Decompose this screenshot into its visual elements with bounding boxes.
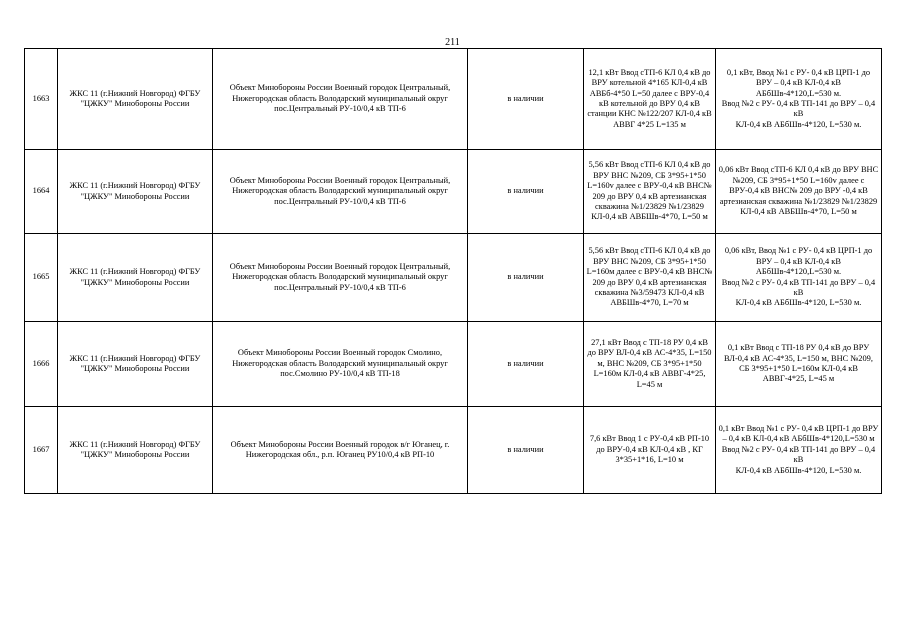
row-number: 1666 bbox=[25, 322, 58, 407]
status-cell: в наличии bbox=[468, 49, 584, 150]
object-cell: Объект Минобороны России Военный городок Центральный, Нижегородская область Володарский муниципальный округ пос.Центральный РУ-10/0,4 кВ ТП-6 bbox=[213, 234, 468, 322]
object-cell: Объект Минобороны России Военный городок Смолино, Нижегородская область Володарский муниципальный округ пос.Смолино РУ-10/0,4 кВ ТП-18 bbox=[213, 322, 468, 407]
row-number: 1664 bbox=[25, 150, 58, 234]
power-input-cell: 12,1 кВт Ввод сТП-6 КЛ 0,4 кВ до ВРУ котельной 4*165 КЛ-0,4 кВ АВБб-4*50 L=50 далее с ВРУ-0,4 кВ котельной до ВРУ 0,4 кВ станции КНС №122/207 КЛ-0,4 кВ АВВГ 4*25 L=135 м bbox=[584, 49, 716, 150]
status-cell: в наличии bbox=[468, 407, 584, 494]
power-input-cell: 27,1 кВт Ввод с ТП-18 РУ 0,4 кВ до ВРУ ВЛ-0,4 кВ АС-4*35, L=150 м, ВНС №209, СБ 3*95+1*50 L=160м КЛ-0,4 кВ АВВГ-4*25, L=45 м bbox=[584, 322, 716, 407]
organization-cell: ЖКС 11 (г.Нижний Новгород) ФГБУ "ЦЖКУ" Минобороны России bbox=[58, 407, 213, 494]
organization-cell: ЖКС 11 (г.Нижний Новгород) ФГБУ "ЦЖКУ" Минобороны России bbox=[58, 49, 213, 150]
organization-cell: ЖКС 11 (г.Нижний Новгород) ФГБУ "ЦЖКУ" Минобороны России bbox=[58, 322, 213, 407]
status-cell: в наличии bbox=[468, 234, 584, 322]
object-cell: Объект Минобороны России Военный городок Центральный, Нижегородская область Володарский муниципальный округ пос.Центральный РУ-10/0,4 кВ ТП-6 bbox=[213, 150, 468, 234]
row-number: 1665 bbox=[25, 234, 58, 322]
power-input-cell: 7,6 кВт Ввод 1 с РУ-0,4 кВ РП-10 до ВРУ-0,4 кВ КЛ-0,4 кВ , КГ 3*35+1*16, L=10 м bbox=[584, 407, 716, 494]
object-cell: Объект Минобороны России Военный городок Центральный, Нижегородская область Володарский муниципальный округ пос.Центральный РУ-10/0,4 кВ ТП-6 bbox=[213, 49, 468, 150]
power-supply-cell: 0,06 кВт Ввод сТП-6 КЛ 0,4 кВ до ВРУ ВНС №209, СБ 3*95+1*50 L=160v далее с ВРУ-0,4 кВ ВНС№ 209 до ВРУ -0,4 кВ артезианская скважина №1/23829 №1/23829 КЛ-0,4 кВ АВБШв-4*70, L=50 м bbox=[716, 150, 882, 234]
power-supply-cell: 0,1 кВт Ввод №1 с РУ- 0,4 кВ ЦРП-1 до ВРУ – 0,4 кВ КЛ-0,4 кВ АБбШв-4*120,L=530 м Ввод №2 с РУ- 0,4 кВ ТП-141 до ВРУ – 0,4 кВ КЛ-0,4 кВ АБбШв-4*120, L=530 м. bbox=[716, 407, 882, 494]
table-row bbox=[25, 322, 882, 407]
page-number: 211 bbox=[445, 37, 460, 48]
table-row bbox=[25, 49, 882, 150]
table-row bbox=[25, 234, 882, 322]
status-cell: в наличии bbox=[468, 322, 584, 407]
power-input-cell: 5,56 кВт Ввод сТП-6 КЛ 0,4 кВ до ВРУ ВНС №209, СБ 3*95+1*50 L=160v далее с ВРУ-0,4 кВ ВНС№ 209 до ВРУ 0,4 кВ артезианская скважина №1/23829 №1/23829 КЛ-0,4 кВ АВБШв-4*70, L=50 м bbox=[584, 150, 716, 234]
power-supply-cell: 0,1 кВт Ввод с ТП-18 РУ 0,4 кВ до ВРУ ВЛ-0,4 кВ АС-4*35, L=150 м, ВНС №209, СБ 3*95+1*50 L=160м КЛ-0,4 кВ АВВГ-4*25, L=45 м bbox=[716, 322, 882, 407]
table-row bbox=[25, 150, 882, 234]
row-number: 1663 bbox=[25, 49, 58, 150]
organization-cell: ЖКС 11 (г.Нижний Новгород) ФГБУ "ЦЖКУ" Минобороны России bbox=[58, 234, 213, 322]
organization-cell: ЖКС 11 (г.Нижний Новгород) ФГБУ "ЦЖКУ" Минобороны России bbox=[58, 150, 213, 234]
object-cell: Объект Минобороны России Военный городок в/г Юганец, г. Нижегородская обл., р.п. Юганец РУ10/0,4 кВ РП-10 bbox=[213, 407, 468, 494]
data-table bbox=[24, 48, 882, 494]
status-cell: в наличии bbox=[468, 150, 584, 234]
row-number: 1667 bbox=[25, 407, 58, 494]
power-supply-cell: 0,1 кВт, Ввод №1 с РУ- 0,4 кВ ЦРП-1 до ВРУ – 0,4 кВ КЛ-0,4 кВ АБбШв-4*120,L=530 м. Ввод №2 с РУ- 0,4 кВ ТП-141 до ВРУ – 0,4 кВ КЛ-0,4 кВ АБбШв-4*120, L=530 м. bbox=[716, 49, 882, 150]
power-input-cell: 5,56 кВт Ввод сТП-6 КЛ 0,4 кВ до ВРУ ВНС №209, СБ 3*95+1*50 L=160м далее с ВРУ-0,4 кВ ВНС№ 209 до ВРУ 0,4 кВ артезианская скважина №3/59473 КЛ-0,4 кВ АВБШв-4*70, L=70 м bbox=[584, 234, 716, 322]
power-supply-cell: 0,06 кВт, Ввод №1 с РУ- 0,4 кВ ЦРП-1 до ВРУ – 0,4 кВ КЛ-0,4 кВ АБбШв-4*120,L=530 м. Ввод №2 с РУ- 0,4 кВ ТП-141 до ВРУ – 0,4 кВ КЛ-0,4 кВ АБбШв-4*120, L=530 м. bbox=[716, 234, 882, 322]
table-row bbox=[25, 407, 882, 494]
